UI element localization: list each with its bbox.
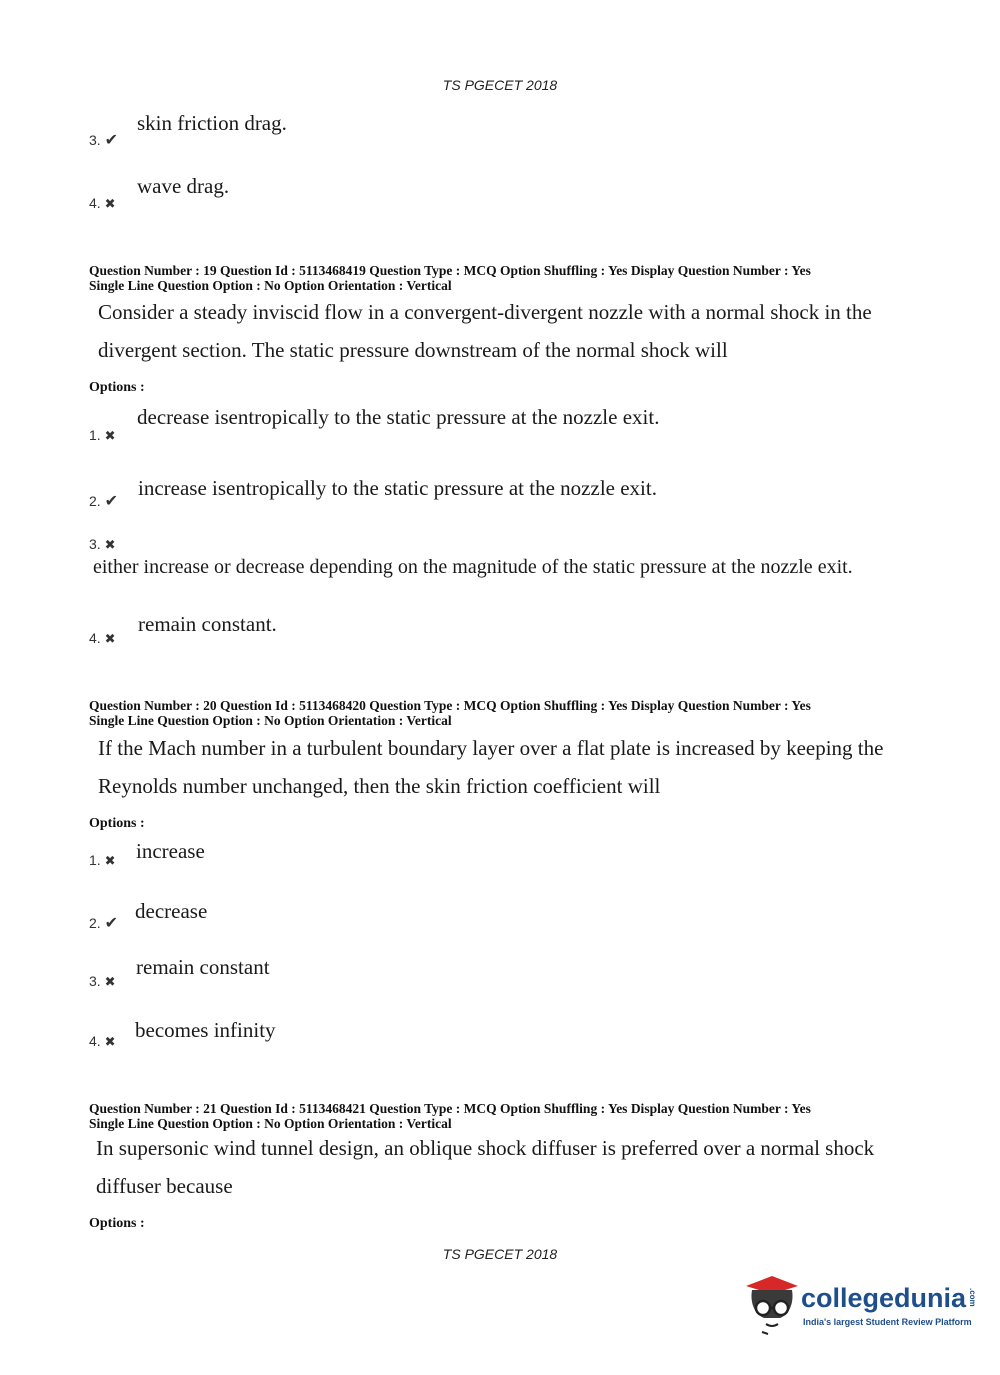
option-text: increase (136, 839, 205, 863)
option-number: 3. (89, 132, 101, 148)
correct-check-icon: ✔ (104, 915, 118, 932)
prev-option-4 (89, 195, 115, 212)
logo-suffix: .com (968, 1288, 978, 1307)
option-text: either increase or decrease depending on the magnitude of the static pressure at the nozzle exit. (93, 556, 853, 578)
incorrect-cross-icon: ✖ (104, 974, 116, 989)
incorrect-cross-icon: ✖ (104, 196, 116, 211)
logo-wordmark (801, 1283, 977, 1314)
q19-option-3 (89, 536, 115, 553)
option-number: 4. (89, 1033, 101, 1049)
option-number: 1. (89, 427, 101, 443)
q20-option-4 (89, 1033, 115, 1050)
question-20-text (98, 729, 883, 805)
meta-line-2: Single Line Question Option : No Option Orientation : Vertical (89, 1116, 452, 1131)
option-text: remain constant (136, 955, 270, 979)
collegedunia-logo-icon (742, 1268, 802, 1338)
correct-check-icon: ✔ (104, 493, 118, 510)
page-footer: TS PGECET 2018 (442, 1246, 558, 1262)
question-19-meta (89, 263, 811, 293)
question-text-line: Consider a steady inviscid flow in a convergent-divergent nozzle with a normal shock in the (98, 300, 872, 324)
options-label: Options : (89, 1216, 145, 1231)
option-number: 2. (89, 493, 101, 509)
question-21-meta (89, 1101, 811, 1131)
meta-line-1: Question Number : 21 Question Id : 5113468421 Question Type : MCQ Option Shuffling : Yes Display Question Number : Yes (89, 1101, 811, 1116)
options-label: Options : (89, 816, 145, 831)
option-text: decrease (135, 899, 208, 923)
question-text-line: divergent section. The static pressure downstream of the normal shock will (98, 338, 728, 362)
q19-option-4 (89, 630, 115, 647)
meta-line-2: Single Line Question Option : No Option Orientation : Vertical (89, 278, 452, 293)
page-header: TS PGECET 2018 (442, 77, 558, 93)
question-21-text (96, 1129, 874, 1205)
correct-check-icon: ✔ (104, 132, 118, 149)
prev-option-3 (89, 130, 118, 150)
option-number: 3. (89, 536, 101, 552)
question-20-meta (89, 698, 811, 728)
option-number: 3. (89, 973, 101, 989)
option-number: 2. (89, 915, 101, 931)
incorrect-cross-icon: ✖ (104, 428, 116, 443)
option-number: 1. (89, 852, 101, 868)
incorrect-cross-icon: ✖ (104, 1034, 116, 1049)
q20-option-3 (89, 973, 115, 990)
incorrect-cross-icon: ✖ (104, 537, 116, 552)
q19-option-1 (89, 427, 115, 444)
meta-line-1: Question Number : 19 Question Id : 5113468419 Question Type : MCQ Option Shuffling : Yes Display Question Number : Yes (89, 263, 811, 278)
option-number: 4. (89, 195, 101, 211)
question-text-line: If the Mach number in a turbulent boundary layer over a flat plate is increased by keeping the (98, 736, 884, 760)
incorrect-cross-icon: ✖ (104, 631, 116, 646)
options-label: Options : (89, 380, 145, 395)
option-text: increase isentropically to the static pressure at the nozzle exit. (138, 476, 657, 500)
question-text-line: In supersonic wind tunnel design, an oblique shock diffuser is preferred over a normal shock (96, 1136, 875, 1160)
option-number: 4. (89, 630, 101, 646)
question-19-text (98, 293, 872, 369)
option-text: wave drag. (137, 174, 230, 198)
option-text: skin friction drag. (137, 111, 287, 135)
incorrect-cross-icon: ✖ (104, 853, 116, 868)
meta-line-2: Single Line Question Option : No Option Orientation : Vertical (89, 713, 452, 728)
logo-name: collegedunia (801, 1283, 967, 1313)
option-text: remain constant. (138, 612, 277, 636)
logo-tagline: India's largest Student Review Platform (803, 1317, 972, 1327)
q19-option-2 (89, 491, 118, 511)
option-text: decrease isentropically to the static pressure at the nozzle exit. (137, 405, 660, 429)
question-text-line: Reynolds number unchanged, then the skin friction coefficient will (98, 774, 661, 798)
meta-line-1: Question Number : 20 Question Id : 5113468420 Question Type : MCQ Option Shuffling : Yes Display Question Number : Yes (89, 698, 811, 713)
option-text: becomes infinity (135, 1018, 276, 1042)
q20-option-1 (89, 852, 115, 869)
q20-option-2 (89, 913, 118, 933)
question-text-line: diffuser because (96, 1174, 233, 1198)
